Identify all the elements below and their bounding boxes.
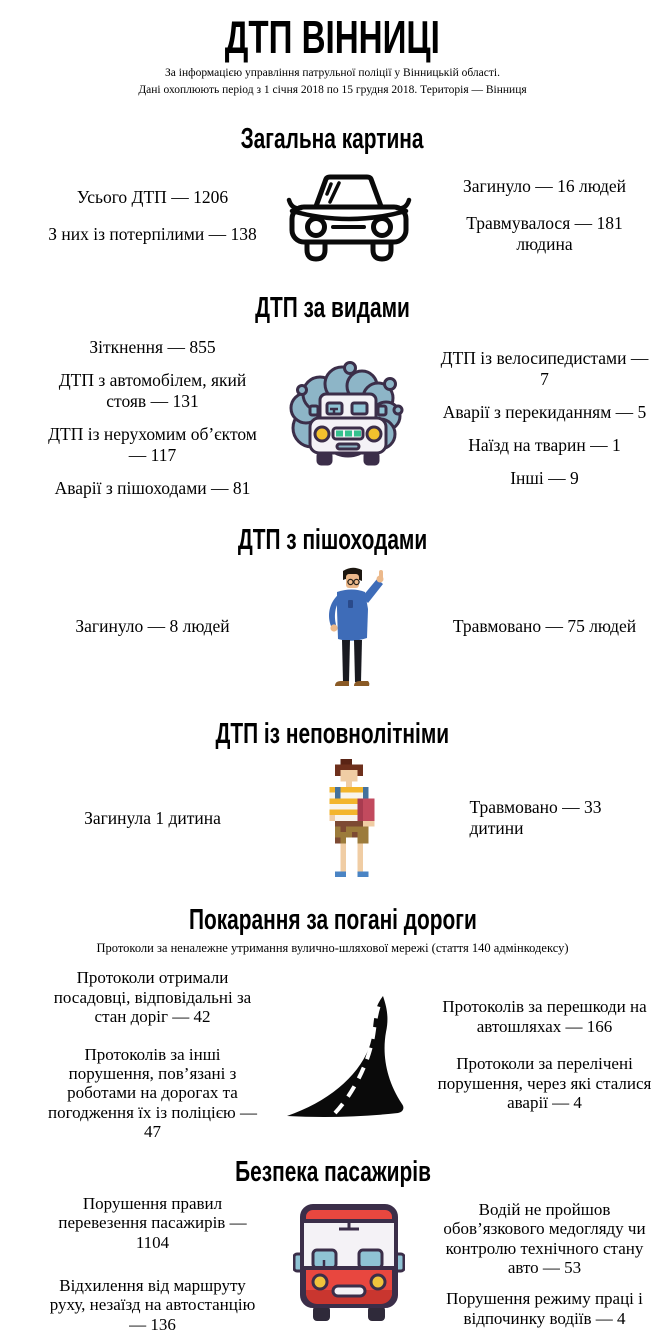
stats-right xyxy=(436,1200,665,1328)
page-subtitle xyxy=(40,65,625,98)
subtitle-line: За інформацією управління патрульної поліції у Вінницькій області. xyxy=(165,67,500,79)
stat-text: Порушення режиму праці і відпочинку водіїв — 4 xyxy=(446,1289,643,1328)
section-heading: Безпека пасажирів xyxy=(234,1156,431,1189)
stats-left xyxy=(0,968,261,1141)
stat-text: Протоколів за перешкоди на автошляхах — 166 xyxy=(442,997,647,1036)
stat-text: ДТП із велосипедистами — 7 xyxy=(440,347,649,389)
stat-text: Травмовано — 33 дитини xyxy=(469,797,602,839)
stats-left xyxy=(0,187,261,245)
road-icon xyxy=(261,986,436,1124)
section-minors xyxy=(0,719,665,877)
stats-left xyxy=(0,616,261,637)
stat-text: Протоколів за інші порушення, пов’язані з роботами на дорогах та погодження їх із поліцією — 47 xyxy=(48,1044,257,1142)
stats-left xyxy=(0,808,261,829)
stat-text: Загинула 1 дитина xyxy=(84,807,221,828)
child-icon xyxy=(261,759,436,877)
section-pedestrians xyxy=(0,525,665,688)
section-passenger-safety xyxy=(0,1157,665,1334)
section-heading: ДТП із неповнолітніми xyxy=(215,717,450,750)
stat-text: Травмувалося — 181 людина xyxy=(466,213,623,255)
stats-right xyxy=(436,176,665,255)
stats-right xyxy=(436,797,665,839)
bus-icon xyxy=(261,1202,436,1326)
stat-text: Протоколи за перелічені порушення, через які сталися аварії — 4 xyxy=(437,1054,652,1112)
stat-text: Загинуло — 16 людей xyxy=(463,176,626,197)
car-front-icon xyxy=(261,169,436,263)
stats-right xyxy=(436,348,665,489)
subtitle-line: Дані охоплюють період з 1 січня 2018 по 15 грудня 2018. Територія — Вінниця xyxy=(138,83,527,96)
pedestrian-icon xyxy=(261,564,436,689)
stat-text: Травмовано — 75 людей xyxy=(452,615,637,636)
stats-right xyxy=(436,616,665,637)
section-by-type xyxy=(0,293,665,499)
stat-text: Порушення правил перевезення пасажирів — 1104 xyxy=(58,1193,247,1252)
stat-text: Протоколи отримали посадовці, відповідальні за стан доріг — 42 xyxy=(53,968,252,1027)
stat-text: Зіткнення — 855 xyxy=(89,337,216,358)
stat-text: Загинуло — 8 людей xyxy=(75,615,230,636)
stat-text: Наїзд на тварин — 1 xyxy=(468,434,621,455)
stat-text: ДТП із нерухомим об’єктом — 117 xyxy=(48,424,257,466)
section-heading: Покарання за погані дороги xyxy=(188,904,477,937)
page-title: ДТП ВІННИЦІ xyxy=(224,11,440,63)
page-header xyxy=(0,11,665,98)
stat-text: Усього ДТП — 1206 xyxy=(76,186,229,207)
section-subheading: Протоколи за неналежне утримання вулично-шляхової мережі (стаття 140 адмінкодексу) xyxy=(96,940,569,955)
section-heading: ДТП з пішоходами xyxy=(237,524,428,557)
stat-text: Аварії з пішоходами — 81 xyxy=(54,478,251,499)
stat-text: Аварії з перекиданням — 5 xyxy=(442,401,647,422)
section-bad-roads xyxy=(0,905,665,1141)
section-heading: ДТП за видами xyxy=(255,291,410,324)
stats-right xyxy=(436,997,665,1112)
stat-text: Інші — 9 xyxy=(510,467,579,488)
stats-left xyxy=(0,337,261,499)
stat-text: Відхилення від маршруту руху, незаїзд на автостанцію — 136 xyxy=(49,1275,256,1334)
stat-text: ДТП з автомобілем, який стояв — 131 xyxy=(58,370,247,412)
stats-left xyxy=(0,1194,261,1334)
smoking-car-icon xyxy=(261,356,436,480)
section-overall xyxy=(0,124,665,262)
stat-text: З них із потерпілими — 138 xyxy=(48,223,257,244)
section-heading: Загальна картина xyxy=(241,123,424,156)
stat-text: Водій не пройшов обов’язкового медогляду чи контролю технічного стану авто — 53 xyxy=(443,1199,646,1277)
